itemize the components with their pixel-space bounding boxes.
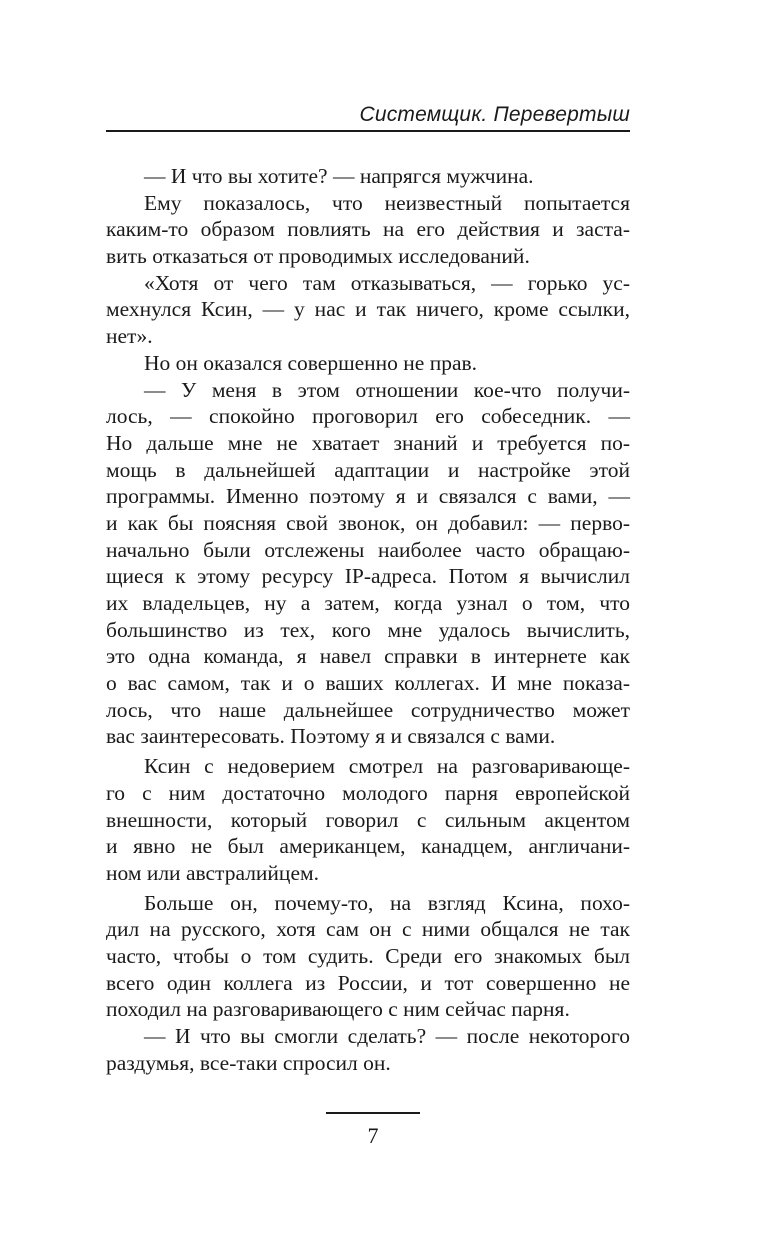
text-line: большинство из тех, кого мне удалось вычислить, <box>106 617 630 642</box>
text-line: и явно не был американцем, канадцем, англичани- <box>106 834 630 859</box>
text-line: часто, чтобы о том судить. Среди его знакомых был <box>106 943 630 968</box>
text-line: вить отказаться от проводимых исследований. <box>106 244 530 269</box>
page-number: 7 <box>367 1123 379 1148</box>
text-line: «Хотя от чего там отказываться, — горько ус- <box>144 270 630 295</box>
text-line: щиеся к этому ресурсу IP-адреса. Потом я вычислил <box>106 564 630 589</box>
text-line: всего один коллега из России, и тот совершенно не <box>106 970 630 995</box>
text-line: лось, что наше дальнейшее сотрудничество может <box>106 697 630 722</box>
text-line: Больше он, почему-то, на взгляд Ксина, похо- <box>144 890 630 915</box>
text-line: — У меня в этом отношении кое-что получи- <box>144 377 630 402</box>
text-line: внешности, который говорил с сильным акцентом <box>106 807 630 832</box>
text-line: лось, — спокойно проговорил его собеседник. — <box>106 404 630 429</box>
text-line: мощь в дальнейшей адаптации и настройке этой <box>106 457 630 482</box>
text-line: Но дальше мне не хватает знаний и требуется по- <box>106 430 630 455</box>
body-text <box>106 163 630 1076</box>
folio-rule <box>326 1112 420 1114</box>
text-line: каким-то образом повлиять на его действия и заста- <box>106 217 630 242</box>
text-line: — И что вы хотите? — напрягся мужчина. <box>144 164 534 188</box>
text-line: го с ним достаточно молодого парня европейской <box>106 780 630 805</box>
text-line: мехнулся Ксин, — у нас и так ничего, кроме ссылки, <box>106 297 630 322</box>
text-line: дил на русского, хотя сам он с ними общался не так <box>106 917 630 942</box>
text-line: походил на разговаривающего с ним сейчас парня. <box>106 997 570 1022</box>
text-line: — И что вы смогли сделать? — после некоторого <box>144 1024 630 1048</box>
text-line: и как бы поясняя свой звонок, он добавил: — перво- <box>106 510 630 535</box>
header-rule <box>106 130 630 132</box>
text-line: раздумья, все-таки спросил он. <box>106 1050 391 1075</box>
text-line: нет». <box>106 324 153 349</box>
text-line: ном или австралийцем. <box>106 860 319 885</box>
text-line: вас заинтересовать. Поэтому я и связался с вами. <box>106 724 556 749</box>
text-line: программы. Именно поэтому я и связался с вами, — <box>106 484 630 509</box>
text-line: Ему показалось, что неизвестный попытается <box>144 190 630 215</box>
text-line: Ксин с недоверием смотрел на разговаривающе- <box>144 754 630 779</box>
text-line: начально были отслежены наиболее часто обращаю- <box>106 537 630 562</box>
text-line: это одна команда, я навел справки в интернете как <box>106 644 630 669</box>
text-line: Но он оказался совершенно не прав. <box>144 350 478 375</box>
text-line: их владельцев, ну а затем, когда узнал о том, что <box>106 591 630 615</box>
running-head: Системщик. Перевертыш <box>359 103 630 126</box>
text-line: о вас самом, так и о ваших коллегах. И мне показа- <box>106 671 630 696</box>
